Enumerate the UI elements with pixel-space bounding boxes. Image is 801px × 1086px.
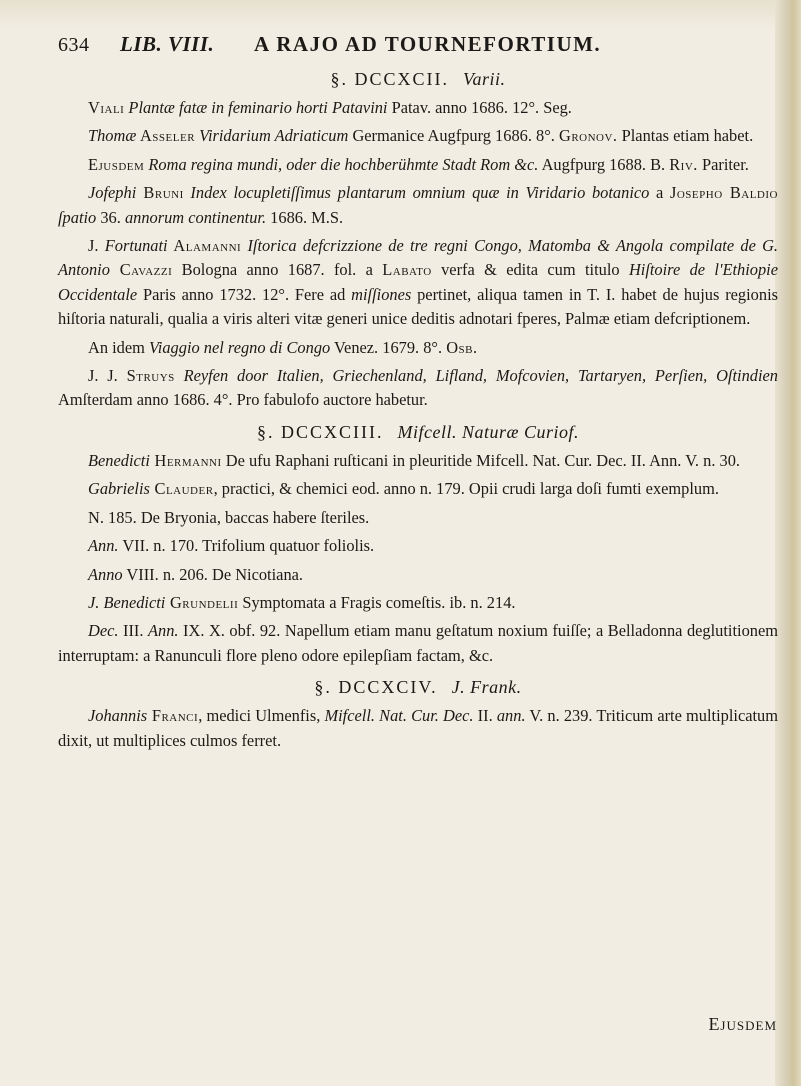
entry-text: Viridarium Adriaticum [195,126,349,146]
entry-text: Pariter. [697,154,749,174]
entry-text: miſſiones [351,284,412,304]
entry-text: De ufu Raphani ruſticani in pleuritide Mifcell. Nat. Cur. Dec. II. Ann. V. n. 30. [221,450,740,470]
entry-text: Bruni [136,183,184,203]
entry-text: Ann. [88,536,119,556]
entry-text: Iſtorica defcrizzione de tre regni Congo, Matomba & Angola compilate de G. Antonio [58,236,779,280]
entry-text: Viali [88,98,125,117]
entry-text: ann. [496,706,526,726]
entry-text: Josepho Baldio [669,183,778,203]
section-number: §. DCCXCIII. [256,421,384,442]
entry-text: verfa & edita cum titulo [431,260,629,280]
entry-text: Viaggio nel regno di Congo [149,337,331,357]
entry-text: Patav. anno 1686. 12°. Seg. [387,98,572,117]
section-author: Varii. [463,69,506,89]
entry-text: Bologna anno 1687. fol. a [172,260,383,280]
bibliography-entry [58,153,778,177]
section-heading [58,66,778,92]
entry-text: a [649,183,670,203]
entry-text: Alamanni [167,236,242,256]
entry-text: Fortunati [104,236,168,256]
entry-text: Labato [382,260,432,280]
entry-text: Grundelii [165,592,239,612]
entry-text: N. 185. De Bryonia, baccas habere ſteriles. [88,507,370,527]
section-number: §. DCCXCIV. [314,677,438,698]
page-body [58,66,778,757]
entry-text: J. J. [88,366,127,386]
catchword: Ejusdem [708,1014,777,1034]
book-label: LIB. VIII. [120,32,215,56]
entry-text: Germanice Augfpurg 1686. 8°. [348,126,559,146]
bibliography-entry [58,506,778,530]
entry-text: V. n. 239. Triticum arte multiplicatum dixit, ut multiplices culmos ferret. [58,706,778,750]
entry-text: Hermanni [149,450,222,470]
entry-text: Asseler [136,126,196,146]
section-heading [58,419,778,445]
entry-text: pertinet, aliqua tamen in T. I. habet de hujus regionis hiſtoria naturali, qualia a viris alteri vitæ generi unice deditis adnotari fperes, Palmæ etiam defcriptionem. [58,284,779,329]
bibliography-entry [58,477,778,501]
section-number: §. DCCXCII. [330,69,449,89]
section-heading [58,674,778,700]
entry-text: Ann. [148,621,179,641]
page-number: 634 [58,34,90,56]
bibliography-entry [58,563,778,587]
bibliography-entry [58,534,778,558]
entry-text: Amſterdam anno 1686. 4°. Pro fabulofo auctore habetur. [58,390,428,410]
bibliography-entry [58,234,778,332]
entry-text: , practici, & chemici eod. anno n. 179. Opii crudi larga doſi fumti exemplum. [213,479,719,499]
entry-text: 36. [96,207,121,227]
page-edge [775,0,801,1086]
entry-text: Reyfen door Italien, Griechenland, Lifland, Mofcovien, Tartaryen, Perſien, Oſtindien [174,366,778,386]
entry-text: II. [473,706,497,726]
entry-text: Dec. [88,621,119,641]
entry-text: Anno [88,564,123,584]
entry-text: Struys [126,366,175,386]
entry-text: annorum continentur. [120,207,267,227]
bibliography-entry [58,591,778,615]
entry-text: Roma regina mundi, oder die hochberühmte Stadt Rom &c. [144,154,539,174]
entry-text: , medici Ulmenfis, [198,706,325,726]
entry-text: Franci [147,706,199,726]
running-head [58,32,778,58]
entry-text: 1686. M.S. [266,207,344,227]
section-author: J. Frank. [451,677,522,698]
running-title: A RAJO AD TOURNEFORTIUM. [254,32,602,56]
bibliography-entry [58,619,778,668]
entry-text: Plantæ fatæ in feminario horti Patavini [124,98,388,117]
entry-text: Paris anno 1732. 12°. Fere ad [137,284,352,304]
entry-text: III. [118,621,148,641]
bibliography-entry [58,124,778,148]
entry-text: Gabrielis [88,479,150,499]
entry-text: Augfpurg 1688. B. [538,154,670,174]
entry-text: VIII. n. 206. De Nicotiana. [122,564,304,584]
entry-text: Benedicti [88,450,150,470]
bibliography-entry [58,96,778,120]
entry-text: Johannis [88,706,148,726]
entry-text: Gronov. [558,126,618,146]
bibliography-entry [58,704,778,753]
entry-text: Mifcell. Nat. Cur. Dec. [324,706,474,726]
bibliography-entry [58,336,778,360]
entry-text: Plantas etiam habet. [617,126,754,146]
page-shade [0,0,775,30]
entry-text: Venez. 1679. 8°. [330,337,447,357]
entry-text: An idem [88,337,150,357]
entry-text: IX. X. obf. 92. Napellum etiam manu geſtatum noxium fuiſſe; a Belladonna deglutitionem interruptam: a Ranunculi flore pleno odore epilepſiam factam, &c. [58,621,778,665]
entry-text: VII. n. 170. Trifolium quatuor foliolis. [118,536,375,556]
entry-text: ſpatio [58,207,97,227]
entry-text: Osb. [446,337,478,357]
entry-text: Jofephi [88,183,137,203]
entry-text: Ejusdem [88,154,145,174]
entry-text: Clauder [149,479,214,499]
entry-text: Index locupletiſſimus plantarum omnium quæ in Viridario botanico [183,183,650,203]
section-author: Mifcell. Naturæ Curiof. [397,421,579,442]
bibliography-entry [58,449,778,473]
entry-text: Symptomata a Fragis comeſtis. ib. n. 214. [238,592,516,612]
entry-text: Hiſtoire de l'Ethiopie Occidentale [58,260,778,304]
entry-text: Cavazzi [109,260,173,280]
entry-text: J. [88,236,105,256]
bibliography-entry [58,364,778,413]
entry-text: Thomæ [88,126,137,146]
bibliography-entry [58,181,778,230]
entry-text: Riv. [669,154,698,174]
entry-text: J. Benedicti [88,592,166,612]
